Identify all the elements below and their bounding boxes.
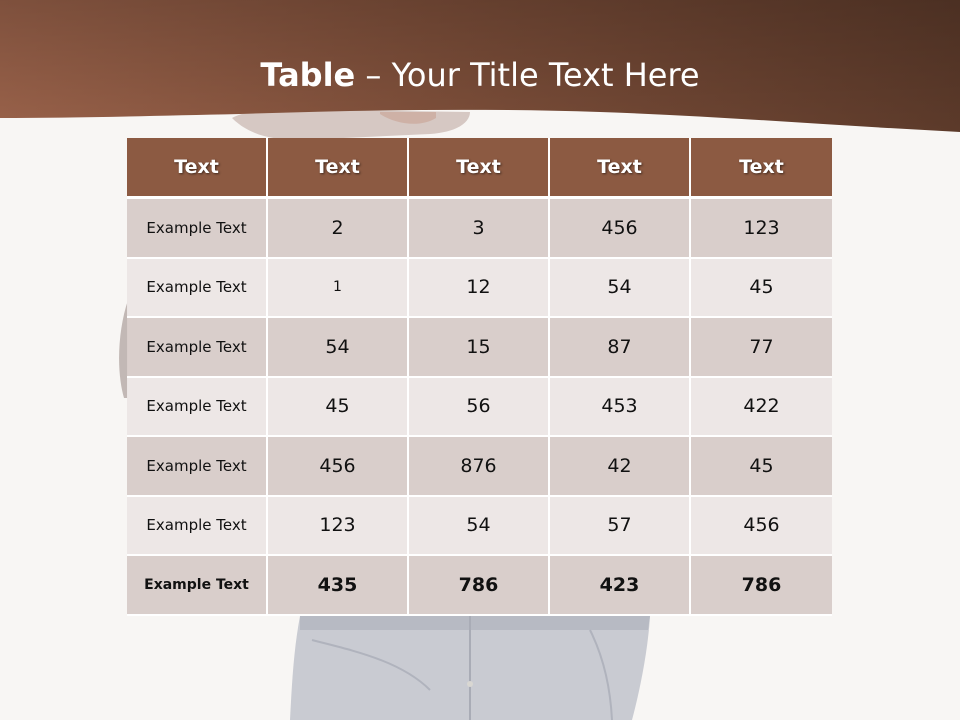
table-cell: 45 [268,378,409,438]
table-row [127,318,832,378]
total-cell: 423 [550,556,691,616]
slide-title-bold: Table [260,56,356,94]
table-total-row [127,556,832,616]
total-cell: 435 [268,556,409,616]
table-cell: 57 [550,497,691,557]
table-cell: 2 [268,199,409,259]
table-cell: 3 [409,199,550,259]
data-table [127,138,832,616]
total-cell: 786 [691,556,832,616]
table-cell: 453 [550,378,691,438]
table-cell: 87 [550,318,691,378]
row-label: Example Text [127,318,268,378]
table-cell: 1 [268,259,409,319]
column-header: Text [550,138,691,199]
table-cell: 54 [409,497,550,557]
row-label: Example Text [127,199,268,259]
slide-title-rest: – Your Title Text Here [355,56,700,94]
table-cell: 123 [691,199,832,259]
table-cell: 42 [550,437,691,497]
table-cell: 876 [409,437,550,497]
table-cell: 77 [691,318,832,378]
row-label: Example Text [127,378,268,438]
row-label: Example Text [127,259,268,319]
table-cell: 456 [268,437,409,497]
table-row [127,259,832,319]
total-row-label: Example Text [127,556,268,616]
column-header: Text [409,138,550,199]
column-header: Text [127,138,268,199]
table-row [127,199,832,259]
table-cell: 45 [691,437,832,497]
table-cell: 12 [409,259,550,319]
table-cell: 54 [268,318,409,378]
column-header: Text [691,138,832,199]
table-cell: 54 [550,259,691,319]
table-cell: 123 [268,497,409,557]
table-cell: 456 [550,199,691,259]
column-header: Text [268,138,409,199]
row-label: Example Text [127,497,268,557]
table-cell: 422 [691,378,832,438]
row-label: Example Text [127,437,268,497]
table-cell: 45 [691,259,832,319]
table-cell: 15 [409,318,550,378]
table-cell: 456 [691,497,832,557]
table-cell: 56 [409,378,550,438]
table-header-row [127,138,832,199]
total-cell: 786 [409,556,550,616]
slide-title [0,52,960,98]
table-row [127,497,832,557]
table-row [127,437,832,497]
table-row [127,378,832,438]
